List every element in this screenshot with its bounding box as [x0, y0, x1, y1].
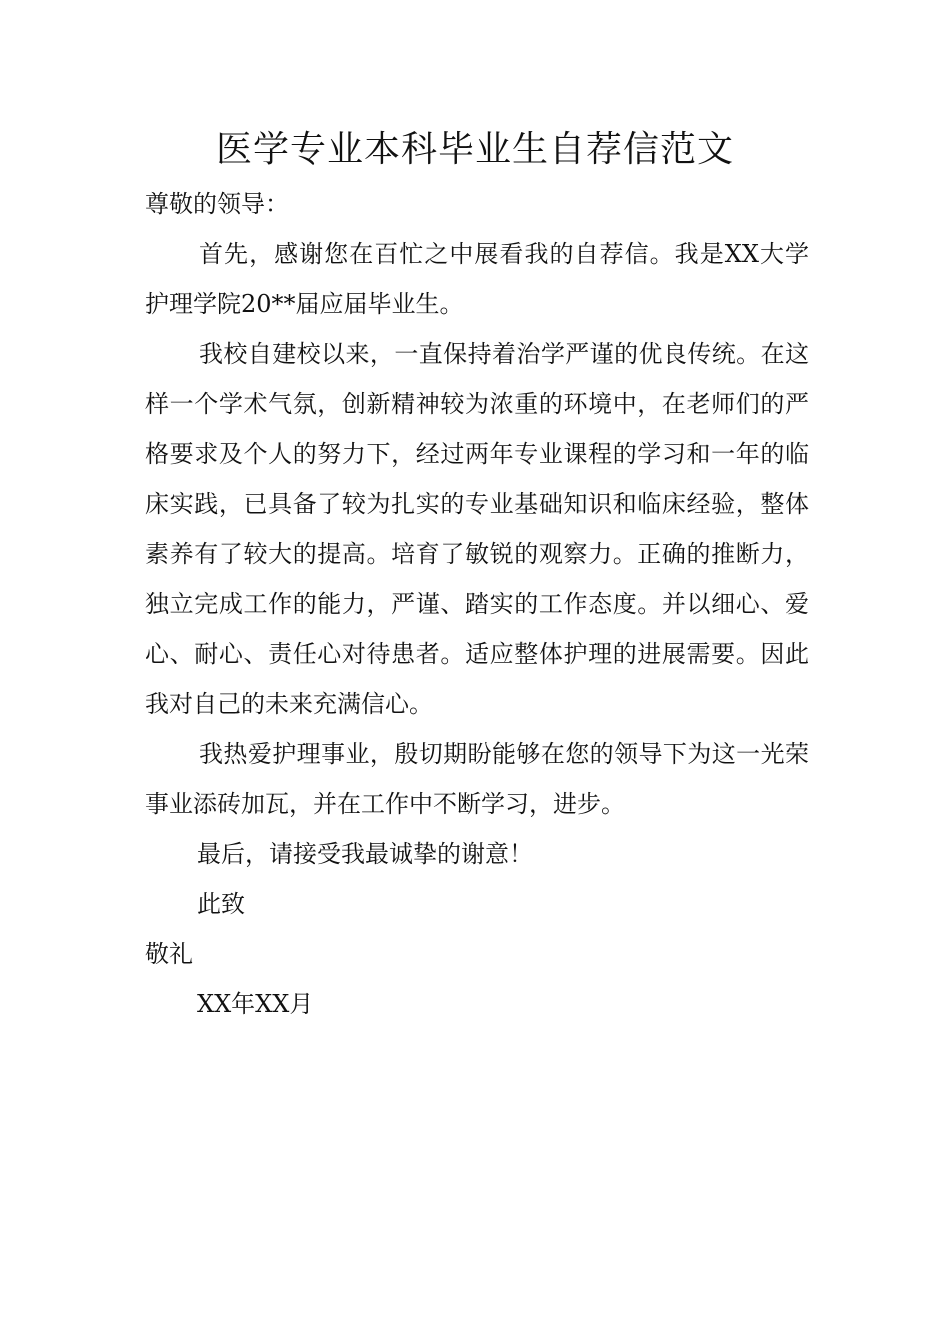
- salutation: 尊敬的领导：: [145, 190, 289, 218]
- paragraph-school: 我校自建校以来，一直保持着治学严谨的优良传统。在这样一个学术气氛，创新精神较为浓重的环境中，在老师们的严格要求及个人的努力下，经过两年专业课程的学习和一年的临床实践，已具备了较为扎实的专业基础知识和临床经验，整体素养有了较大的提高。培育了敏锐的观察力。正确的推断力，独立完成工作的能力，严谨、踏实的工作态度。并以细心、爱心、耐心、责任心对待患者。适应整体护理的进展需要。因此我对自己的未来充满信心。: [145, 340, 809, 718]
- paragraph-thanks: 最后，请接受我最诚挚的谢意！: [197, 840, 533, 868]
- paragraph-intro: 首先，感谢您在百忙之中展看我的自荐信。我是XX大学护理学院20**届应届毕业生。: [145, 240, 809, 318]
- closing-jingli: 敬礼: [145, 940, 193, 968]
- letter-date: XX年XX月: [197, 990, 314, 1018]
- document-title: 医学专业本科毕业生自荐信范文: [215, 129, 734, 170]
- letter-body: [145, 179, 809, 1029]
- closing-cizhi: 此致: [197, 890, 245, 918]
- paragraph-aspiration: 我热爱护理事业，殷切期盼能够在您的领导下为这一光荣事业添砖加瓦，并在工作中不断学习，进步。: [145, 740, 809, 818]
